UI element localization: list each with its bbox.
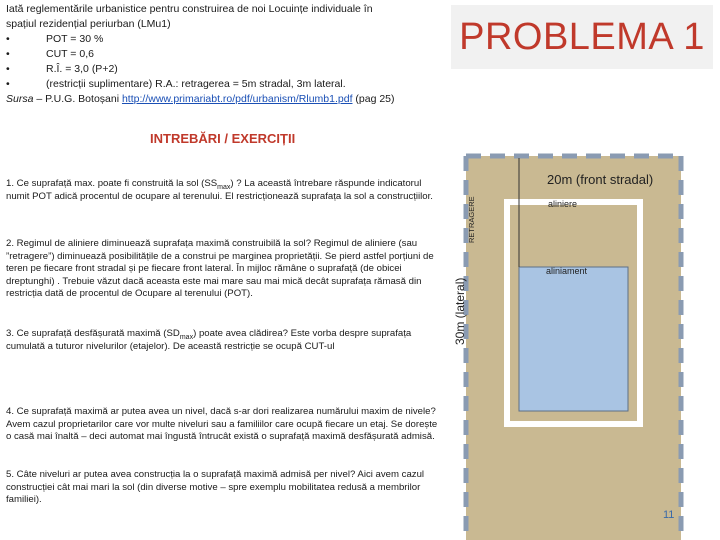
retragere-label: RETRAGERE [467,196,476,243]
building-footprint [519,267,628,411]
intro-line-1: Iată reglementările urbanistice pentru construirea de noi Locuințe individuale în [6,3,373,15]
lot-diagram [453,140,720,540]
question-5: 5. Câte niveluri ar putea avea construcția la o suprafață maximă admisă per nivel? Aici avem cazul construcției cât mai mari la sol (din diverse motive – spre exemplu mobilitatea redusă a membrilor familiei). [6,469,425,505]
page-number: 11 [663,509,675,521]
lot-diagram-svg [462,140,720,540]
intro-line-2: spațiul rezidențial periurban (LMu1) [6,18,171,30]
bullet-icon: • [6,48,10,60]
bullet-icon: • [6,78,10,90]
question-2: 2. Regimul de aliniere diminuează suprafața maximă construibilă la sol? Regimul de aliniere (sau ”retragere”) diminuează posibilitățile de a construi pe marginea proprietății. Se pierd astfel porțiuni de teren pe fiecare front stradal și pe fiecare front lateral. În mijloc rămâne o suprafață (de obicei dreptunghi) . Trebuie văzut dacă aceasta este mai mare sau mai mică decât suprafața rămasă din restricția dată de procentul de Ocupare al terenului (POT). [6,238,434,299]
aliniament-label: aliniament [546,266,588,276]
intro-item-4: • (restricții suplimentare) R.A.: retragerea = 5m stradal, 3m lateral. [6,78,346,90]
bullet-icon: • [6,63,10,75]
intro-item-3: • R.Î. = 3,0 (P+2) [6,63,118,75]
aliniere-label: aliniere [548,199,578,209]
source-line: Sursa – P.U.G. Botoșani http://www.primariabt.ro/pdf/urbanism/Rlumb1.pdf (pag 25) [6,93,395,105]
question-3: 3. Ce suprafață desfășurată maximă $(SD_{max})$ poate avea clădirea? Este vorba despre suprafața cumulată a tuturor nivelurilor (etajelor). De această restricție se ocupă CUT-ul [6,328,412,352]
intro-item-2: • CUT = 0,6 [6,48,94,60]
question-1: 1. Ce suprafață max. poate fi construită la sol $(SS_{max})$ ? La această întrebare răspunde indicatorul numit POT adică procentul de ocupare al terenului. El restricționează suprafața la sol a construcțiilor. [6,178,433,202]
front-label: 20m (front stradal) [547,172,654,187]
intro-item-1: • POT = 30 % [6,33,104,45]
bullet-icon: • [6,33,10,45]
question-4: 4. Ce suprafață maximă ar putea avea un nivel, dacă s-ar dori realizarea numărului maxim de nivele? Avem cazul proprietarilor care vor multe niveluri sau a familiilor care ocupă fiecare un etaj. Se dorește o casă mai înaltă – deci automat mai îngustă întrucât există o suprafață maximă desfășurată admisă. [6,406,438,442]
lateral-label: 30m (lateral) [453,277,467,345]
source-label: Sursa [6,93,34,105]
slide-title: PROBLEMA 1 [451,5,713,69]
source-link[interactable]: http://www.primariabt.ro/pdf/urbanism/Rlumb1.pdf [121,93,353,105]
intro-block [6,2,446,107]
section-heading: INTREBĂRI / EXERCIȚII [150,131,296,146]
